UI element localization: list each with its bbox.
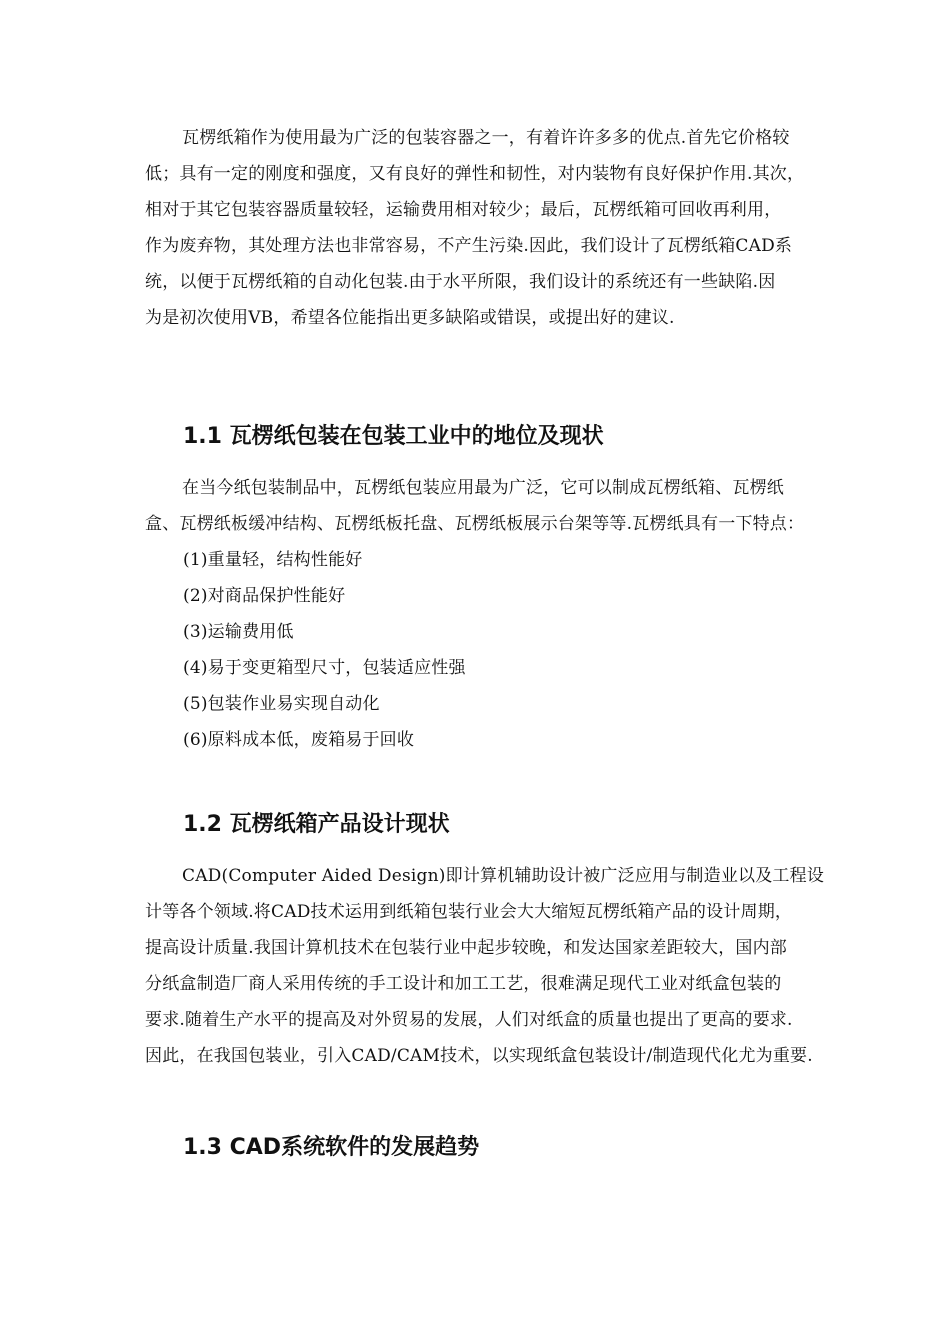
paragraph-line: 要求.随着生产水平的提高及对外贸易的发展，人们对纸盒的质量也提出了更高的要求. (145, 1010, 793, 1030)
paragraph-line: 为是初次使用VB，希望各位能指出更多缺陷或错误，或提出好的建议. (145, 308, 675, 328)
paragraph-line: 分纸盒制造厂商人采用传统的手工设计和加工工艺，很难满足现代工业对纸盒包装的 (145, 974, 782, 994)
paragraph-line: 瓦楞纸箱作为使用最为广泛的包装容器之一，有着许许多多的优点.首先它价格较 (182, 128, 790, 148)
list-item: (5)包装作业易实现自动化 (183, 694, 380, 714)
paragraph-line: 作为废弃物，其处理方法也非常容易，不产生污染.因此，我们设计了瓦楞纸箱CAD系 (145, 236, 793, 256)
paragraph-line: 因此，在我国包装业，引入CAD/CAM技术，以实现纸盒包装设计/制造现代化尤为重要. (145, 1046, 813, 1066)
paragraph-line: 提高设计质量.我国计算机技术在包装行业中起步较晚，和发达国家差距较大，国内部 (145, 938, 788, 958)
paragraph-line: 统，以便于瓦楞纸箱的自动化包装.由于水平所限，我们设计的系统还有一些缺陷.因 (145, 272, 776, 292)
list-item: (1)重量轻，结构性能好 (183, 550, 363, 570)
paragraph-line: CAD(Computer Aided Design)即计算机辅助设计被广泛应用与制造业以及工程设 (182, 866, 825, 886)
paragraph-line: 盒、瓦楞纸板缓冲结构、瓦楞纸板托盘、瓦楞纸板展示台架等等.瓦楞纸具有一下特点： (145, 514, 805, 534)
list-item: (6)原料成本低，废箱易于回收 (183, 730, 415, 750)
paragraph-line: 低；具有一定的刚度和强度，又有良好的弹性和韧性，对内装物有良好保护作用.其次， (145, 164, 805, 184)
list-item: (2)对商品保护性能好 (183, 586, 346, 606)
list-item: (3)运输费用低 (183, 622, 294, 642)
section-heading-1-2: 1.2 瓦楞纸箱产品设计现状 (183, 812, 450, 837)
section-heading-1-1: 1.1 瓦楞纸包装在包装工业中的地位及现状 (183, 424, 604, 449)
paragraph-line: 相对于其它包装容器质量较轻，运输费用相对较少；最后，瓦楞纸箱可回收再利用， (145, 200, 782, 220)
list-item: (4)易于变更箱型尺寸，包装适应性强 (183, 658, 466, 678)
paragraph-line: 在当今纸包装制品中，瓦楞纸包装应用最为广泛，它可以制成瓦楞纸箱、瓦楞纸 (182, 478, 784, 498)
section-heading-1-3: 1.3 CAD系统软件的发展趋势 (183, 1135, 480, 1160)
paragraph-line: 计等各个领域.将CAD技术运用到纸箱包装行业会大大缩短瓦楞纸箱产品的设计周期， (145, 902, 793, 922)
